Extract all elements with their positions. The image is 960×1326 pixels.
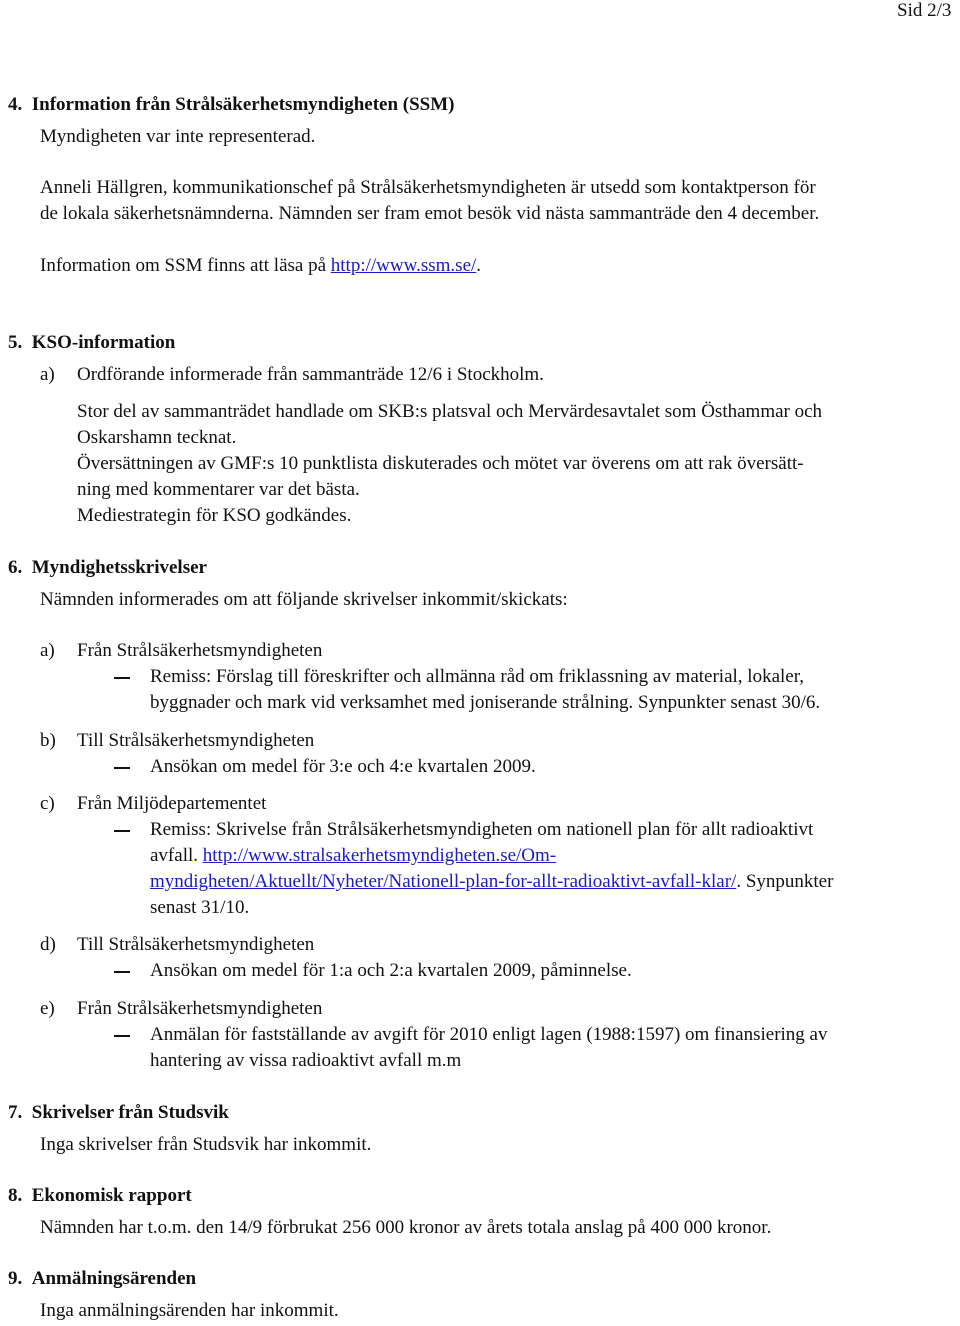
letter-b-title: Till Strålsäkerhetsmyndigheten bbox=[77, 730, 315, 751]
section-8-heading: 8. Ekonomisk rapport bbox=[8, 1185, 192, 1206]
letter-e-item-line: Anmälan för fastställande av avgift för 2010 enligt lagen (1988:1597) om finansiering av bbox=[150, 1024, 828, 1045]
dash-bullet-icon bbox=[114, 1035, 130, 1037]
letter-c-title: Från Miljödepartementet bbox=[77, 793, 267, 814]
dash-bullet-icon bbox=[114, 677, 130, 679]
section-4-paragraph-line: de lokala säkerhetsnämnderna. Nämnden ser fram emot besök vid nästa sammanträde den 4 december. bbox=[40, 203, 820, 224]
dash-bullet-icon bbox=[114, 830, 130, 832]
page-number: Sid 2/3 bbox=[897, 0, 952, 21]
section-5-item-line: Ordförande informerade från sammanträde 12/6 i Stockholm. bbox=[77, 364, 544, 385]
letter-c-item-line bbox=[150, 845, 556, 867]
section-6-intro: Nämnden informerades om att följande skrivelser inkommit/skickats: bbox=[40, 589, 568, 610]
letter-a-title: Från Strålsäkerhetsmyndigheten bbox=[77, 640, 323, 661]
section-6-heading: 6. Myndighetsskrivelser bbox=[8, 557, 207, 578]
letter-e-title: Från Strålsäkerhetsmyndigheten bbox=[77, 998, 323, 1019]
letter-d-item: Ansökan om medel för 1:a och 2:a kvartalen 2009, påminnelse. bbox=[150, 960, 632, 981]
info-end: . bbox=[476, 255, 482, 276]
letter-b-item: Ansökan om medel för 3:e och 4:e kvartalen 2009. bbox=[150, 756, 536, 777]
section-8-text: Nämnden har t.o.m. den 14/9 förbrukat 256 000 kronor av årets totala anslag på 400 000 kronor. bbox=[40, 1217, 772, 1238]
letter-a-item-line: byggnader och mark vid verksamhet med joniserande strålning. Synpunkter senast 30/6. bbox=[150, 692, 821, 713]
letter-a-item-line: Remiss: Förslag till föreskrifter och allmänna råd om friklassning av material, lokaler, bbox=[150, 666, 805, 687]
letter-e-marker: e) bbox=[40, 998, 55, 1019]
stralsakerhet-link-part1[interactable]: http://www.stralsakerhetsmyndigheten.se/Om- bbox=[202, 845, 557, 866]
ssm-link[interactable]: http://www.ssm.se/ bbox=[330, 255, 477, 276]
section-5-item-line: Mediestrategin för KSO godkändes. bbox=[77, 505, 352, 526]
letter-c-item-line: Remiss: Skrivelse från Strålsäkerhetsmyndigheten om nationell plan för allt radioaktivt bbox=[150, 819, 814, 840]
section-9-text: Inga anmälningsärenden har inkommit. bbox=[40, 1300, 339, 1321]
section-5-item-line: Översättningen av GMF:s 10 punktlista diskuterades och mötet var överens om att rak översätt- bbox=[77, 453, 804, 474]
section-4-paragraph-line: Anneli Hällgren, kommunikationschef på Strålsäkerhetsmyndigheten är utsedd som kontaktperson för bbox=[40, 177, 816, 198]
section-5-heading: 5. KSO-information bbox=[8, 332, 176, 353]
letter-c-item-text: . Synpunkter bbox=[736, 871, 834, 892]
section-5-item-marker: a) bbox=[40, 364, 55, 385]
section-7-text: Inga skrivelser från Studsvik har inkommit. bbox=[40, 1134, 372, 1155]
letter-c-item-line: senast 31/10. bbox=[150, 897, 250, 918]
section-9-heading: 9. Anmälningsärenden bbox=[8, 1268, 197, 1289]
section-5-item-line: Oskarshamn tecknat. bbox=[77, 427, 237, 448]
section-7-heading: 7. Skrivelser från Studsvik bbox=[8, 1102, 229, 1123]
dash-bullet-icon bbox=[114, 767, 130, 769]
letter-c-item-text: avfall. bbox=[150, 845, 203, 866]
section-4-info bbox=[40, 255, 481, 277]
info-text: Information om SSM finns att läsa på bbox=[40, 255, 331, 276]
letter-d-title: Till Strålsäkerhetsmyndigheten bbox=[77, 934, 315, 955]
letter-c-item-line bbox=[150, 871, 833, 893]
section-5-item-line: ning med kommentarer var det bästa. bbox=[77, 479, 360, 500]
letter-b-marker: b) bbox=[40, 730, 56, 751]
dash-bullet-icon bbox=[114, 971, 130, 973]
section-4-heading: 4. Information från Strålsäkerhetsmyndigheten (SSM) bbox=[8, 94, 455, 115]
letter-d-marker: d) bbox=[40, 934, 56, 955]
letter-e-item-line: hantering av vissa radioaktivt avfall m.m bbox=[150, 1050, 462, 1071]
section-4-line: Myndigheten var inte representerad. bbox=[40, 126, 316, 147]
stralsakerhet-link-part2[interactable]: myndigheten/Aktuellt/Nyheter/Nationell-plan-for-allt-radioaktivt-avfall-klar/ bbox=[150, 871, 737, 892]
letter-c-marker: c) bbox=[40, 793, 55, 814]
section-5-item-line: Stor del av sammanträdet handlade om SKB:s platsval och Mervärdesavtalet som Östhammar och bbox=[77, 401, 823, 422]
letter-a-marker: a) bbox=[40, 640, 55, 661]
